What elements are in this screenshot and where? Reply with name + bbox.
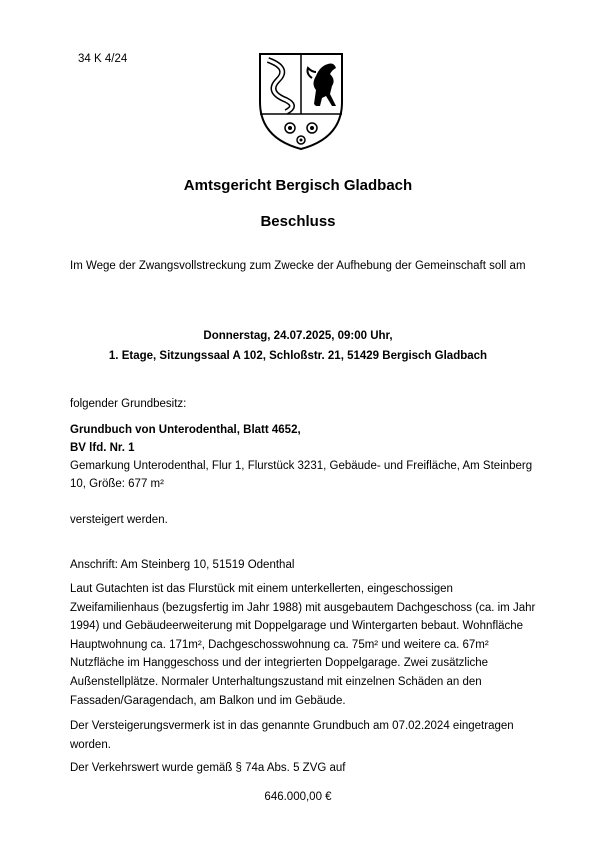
market-value: 646.000,00 € [264, 791, 332, 803]
court-name: Amtsgericht Bergisch Gladbach [183, 177, 413, 194]
registration-note: Der Versteigerungsvermerk ist in das genannte Grundbuch am 07.02.2024 eingetragen worden. [70, 720, 514, 751]
appraisal-text: Laut Gutachten ist das Flurstück mit einem unterkellerten, eingeschossigen Zweifamilienhaus (bezugsfertig im Jahr 1988) mit ausgebautem Dachgeschoss (ca. im Jahr 1994) und Gebäudeerweiterung mit Doppelgarage und Wintergarten bebaut. Wohnfläche Hauptwohnung ca. 171m², Dachgeschosswohnung ca. 75m² und weitere ca. 67m² Nutzfläche im Hanggeschoss und der integrierten Doppelgarage. Zwei zusätzliche Außenstellplätze. Normaler Unterhaltungszustand mit einzelnen Schäden an den Fassaden/Garagendach, am Balkon und im Gebäude. [70, 583, 536, 707]
document-type: Beschluss [260, 213, 336, 230]
appointment-date-time: Donnerstag, 24.07.2025, 09:00 Uhr, [203, 330, 393, 342]
land-register-description: Gemarkung Unterodenthal, Flur 1, Flurstück 3231, Gebäude- und Freifläche, Am Steinberg 10, Größe: 677 m² [70, 460, 533, 490]
appointment-location: 1. Etage, Sitzungssaal A 102, Schloßstr. 21, 51429 Bergisch Gladbach [108, 350, 488, 362]
auction-text: versteigert werden. [70, 514, 168, 526]
address-text: Anschrift: Am Steinberg 10, 51519 Odenthal [70, 559, 295, 571]
land-register-line1: Grundbuch von Unterodenthal, Blatt 4652, [70, 424, 301, 436]
appointment-block [0, 326, 596, 366]
intro-text: Im Wege der Zwangsvollstreckung zum Zwecke der Aufhebung der Gemeinschaft soll am [70, 260, 526, 272]
property-label: folgender Grundbesitz: [70, 398, 187, 410]
land-register-block [70, 421, 540, 493]
market-value-text: Der Verkehrswert wurde gemäß § 74a Abs. 5 ZVG auf [70, 762, 346, 774]
land-register-line2: BV lfd. Nr. 1 [70, 442, 135, 454]
nrw-coat-of-arms-icon [256, 50, 346, 152]
case-number: 34 K 4/24 [78, 53, 128, 65]
